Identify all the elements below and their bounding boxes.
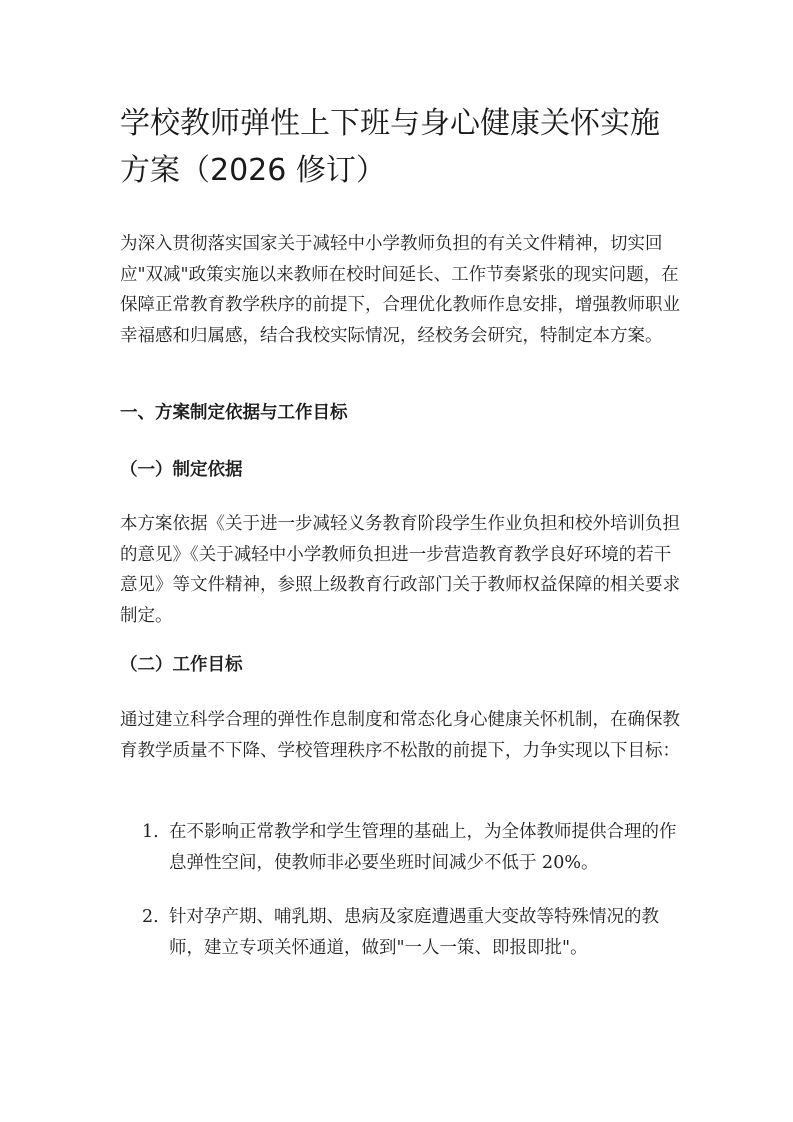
- list-item: [142, 902, 682, 963]
- subsection-2-body: 通过建立科学合理的弹性作息制度和常态化身心健康关怀机制，在确保教育教学质量不下降、学校管理秩序不松散的前提下，力争实现以下目标：: [120, 710, 680, 761]
- list-item-text: 在不影响正常教学和学生管理的基础上，为全体教师提供合理的作息弹性空间，使教师非必要坐班时间减少不低于 20%。: [169, 822, 677, 873]
- subsection-2-heading: （二）工作目标: [120, 655, 243, 675]
- list-item: [142, 817, 682, 878]
- list-item-number: 2.: [142, 907, 159, 927]
- intro-paragraph: 为深入贯彻落实国家关于减轻中小学教师负担的有关文件精神，切实回应"双减"政策实施以来教师在校时间延长、工作节奏紧张的现实问题，在保障正常教育教学秩序的前提下，合理优化教师作息安排，增强教师职业幸福感和归属感，结合我校实际情况，经校务会研究，特制定本方案。: [120, 234, 680, 346]
- document-title: 学校教师弹性上下班与身心健康关怀实施方案（2026 修订）: [120, 106, 660, 188]
- subsection-1-body: 本方案依据《关于进一步减轻义务教育阶段学生作业负担和校外培训负担的意见》《关于减轻中小学教师负担进一步营造教育教学良好环境的若干意见》等文件精神，参照上级教育行政部门关于教师权益保障的相关要求制定。: [120, 514, 680, 626]
- list-item-number: 1.: [142, 822, 159, 842]
- section-1-heading: 一、方案制定依据与工作目标: [120, 403, 348, 423]
- subsection-1-heading: （一）制定依据: [120, 460, 243, 480]
- list-item-text: 针对孕产期、哺乳期、患病及家庭遭遇重大变故等特殊情况的教师，建立专项关怀通道，做到"一人一策、即报即批"。: [169, 907, 659, 958]
